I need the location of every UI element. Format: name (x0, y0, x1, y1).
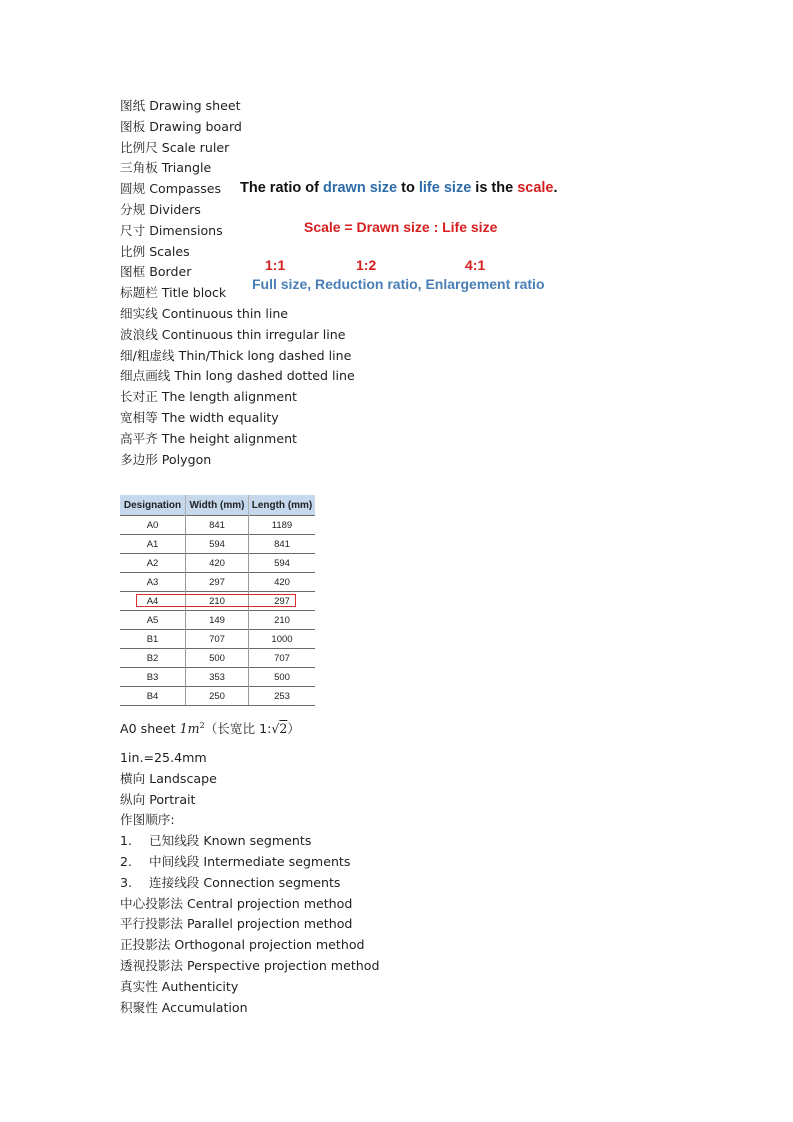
term-item: 积聚性 Accumulation (120, 999, 248, 1015)
table-cell: 707 (249, 649, 316, 668)
numbered-step (120, 852, 379, 873)
table-cell: 500 (249, 668, 316, 687)
area-exponent: 2 (199, 721, 205, 730)
term-item: 比例 Scales (120, 243, 190, 259)
table-row (120, 687, 315, 706)
table-cell: 253 (249, 687, 316, 706)
table-row (120, 668, 315, 687)
drawn-size-term: drawn size (322, 180, 398, 196)
paper-size-table (120, 495, 315, 706)
scale-term: scale (517, 180, 554, 196)
term-item: 透视投影法 Perspective projection method (120, 957, 380, 973)
term-item: 图框 Border (120, 264, 192, 280)
term-item: 比例尺 Scale ruler (120, 139, 230, 155)
numbered-step (120, 831, 379, 852)
column-header: Length (mm) (249, 495, 316, 516)
ratio-description: Full size, Reduction ratio, Enlargement ratio (252, 276, 545, 292)
table-cell: B2 (120, 649, 186, 668)
area-value: 1m (179, 721, 200, 737)
table-cell: 841 (249, 535, 316, 554)
table-row (120, 535, 315, 554)
step-text: 中间线段 Intermediate segments (149, 853, 351, 869)
table-cell: 1000 (249, 630, 316, 649)
table-cell: 594 (249, 554, 316, 573)
term-item: 图纸 Drawing sheet (120, 98, 241, 113)
term-item: 细点画线 Thin long dashed dotted line (120, 368, 355, 384)
ratio-full-size: 1:1 (265, 257, 286, 273)
term-item: 宽相等 The width equality (120, 409, 279, 425)
inch-conversion: 1in.=25.4mm (120, 750, 207, 765)
table-row (120, 611, 315, 630)
term-item: 圆规 Compasses (120, 181, 222, 197)
table-row-highlighted (120, 592, 315, 611)
table-cell: 1189 (249, 516, 316, 535)
term-item: 中心投影法 Central projection method (120, 895, 353, 911)
term-item: 细实线 Continuous thin line (120, 305, 289, 321)
term-item: 分规 Dividers (120, 201, 201, 217)
term-item: 高平齐 The height alignment (120, 430, 297, 446)
column-header: Designation (120, 495, 186, 516)
term-item: 纵向 Portrait (120, 791, 196, 807)
term-item: 平行投影法 Parallel projection method (120, 916, 353, 932)
step-number: 3. (120, 874, 133, 890)
term-item: 真实性 Authenticity (120, 978, 239, 994)
scale-formula: Scale = Drawn size : Life size (304, 219, 498, 235)
step-text: 连接线段 Connection segments (149, 874, 341, 890)
sqrt-value: 2 (279, 721, 288, 737)
term-item: 横向 Landscape (120, 770, 217, 786)
table-cell: B4 (120, 687, 186, 706)
column-header: Width (mm) (186, 495, 249, 516)
term-item: 尺寸 Dimensions (120, 222, 223, 238)
scale-definition-note (240, 180, 560, 300)
sentence-text: to (397, 180, 419, 196)
table-row (120, 554, 315, 573)
term-item: 长对正 The length alignment (120, 389, 297, 405)
table-cell: A3 (120, 573, 186, 592)
aspect-ratio-close: ） (287, 721, 300, 737)
table-cell: A0 (120, 516, 186, 535)
ratio-reduction: 1:2 (356, 257, 377, 273)
table-cell: 210 (249, 611, 316, 630)
table-cell: 500 (186, 649, 249, 668)
table-cell: 594 (186, 535, 249, 554)
step-number: 2. (120, 853, 133, 869)
sentence-text: is the (471, 180, 518, 196)
sentence-text: The ratio of (240, 180, 323, 196)
term-item: 图板 Drawing board (120, 118, 242, 134)
life-size-term: life size (418, 180, 472, 196)
table-cell: 210 (186, 592, 249, 611)
term-item: 三角板 Triangle (120, 160, 212, 176)
table-cell: 149 (186, 611, 249, 630)
table-row (120, 649, 315, 668)
sentence-text: . (553, 180, 558, 196)
term-item: 标题栏 Title block (120, 285, 227, 301)
table-row (120, 630, 315, 649)
table-cell: B3 (120, 668, 186, 687)
table-cell: 297 (249, 592, 316, 611)
table-cell: A2 (120, 554, 186, 573)
ratio-enlargement: 4:1 (465, 257, 486, 273)
table-cell: 707 (186, 630, 249, 649)
table-cell: A5 (120, 611, 186, 630)
a0-sheet-note (120, 716, 300, 739)
table-cell: A4 (120, 592, 186, 611)
table-row (120, 573, 315, 592)
term-item: 细/粗虚线 Thin/Thick long dashed line (120, 347, 352, 363)
drawing-order-heading: 作图顺序: (120, 812, 175, 828)
notes-list (120, 748, 379, 1018)
table-cell: 420 (186, 554, 249, 573)
step-number: 1. (120, 833, 133, 849)
sqrt-icon: √ (271, 721, 280, 737)
step-text: 已知线段 Known segments (149, 833, 312, 849)
numbered-step (120, 873, 379, 894)
term-item: 多边形 Polygon (120, 451, 212, 467)
table-cell: B1 (120, 630, 186, 649)
table-cell: 297 (186, 573, 249, 592)
table-cell: A1 (120, 535, 186, 554)
table-cell: 420 (249, 573, 316, 592)
scale-definition-sentence (240, 180, 558, 196)
table-cell: 841 (186, 516, 249, 535)
term-item: 正投影法 Orthogonal projection method (120, 937, 365, 953)
a0-prefix: A0 sheet (120, 721, 180, 737)
sqrt-two (271, 721, 287, 736)
aspect-ratio-open: （长宽比 1: (204, 721, 272, 737)
a0-area (180, 721, 205, 736)
table-header-row (120, 495, 315, 516)
table-row (120, 516, 315, 535)
table-cell: 353 (186, 668, 249, 687)
table-cell: 250 (186, 687, 249, 706)
term-item: 波浪线 Continuous thin irregular line (120, 326, 346, 342)
